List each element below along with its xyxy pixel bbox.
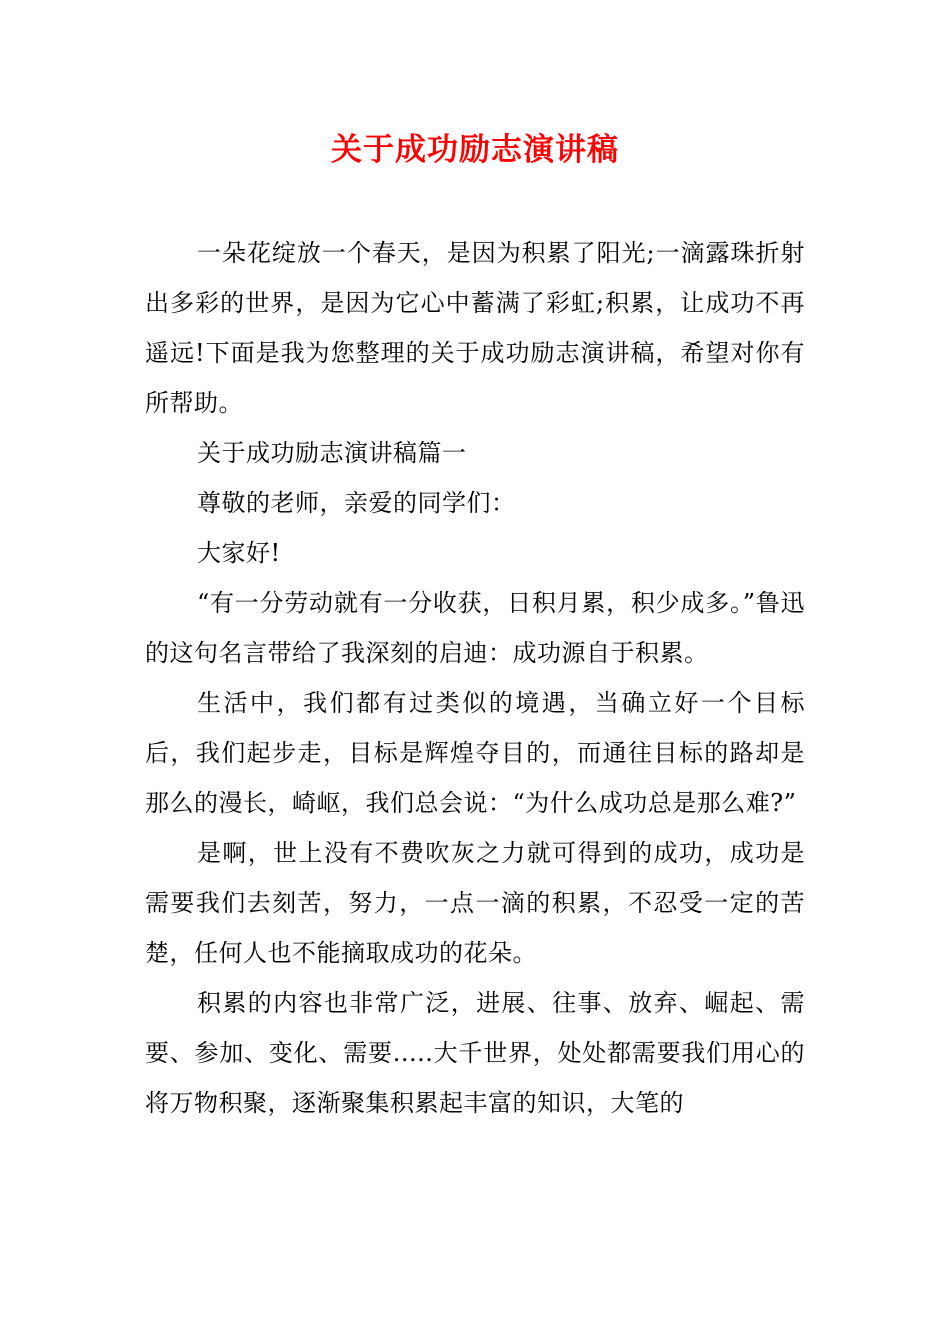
paragraph-life: 生活中，我们都有过类似的境遇，当确立好一个目标后，我们起步走，目标是辉煌夺目的，而通往目标的路却是那么的漫长，崎岖，我们总会说：“为什么成功总是那么难?” bbox=[145, 689, 805, 817]
paragraph-salutation: 尊敬的老师，亲爱的同学们： bbox=[197, 489, 516, 517]
document-title: 关于成功励志演讲稿 bbox=[331, 132, 619, 168]
paragraph-intro: 一朵花绽放一个春天，是因为积累了阳光;一滴露珠折射出多彩的世界，是因为它心中蓄满了彩虹;积累，让成功不再遥远!下面是我为您整理的关于成功励志演讲稿，希望对你有所帮助。 bbox=[145, 239, 805, 417]
document-body bbox=[145, 228, 805, 1128]
paragraph-effort: 是啊，世上没有不费吹灰之力就可得到的成功，成功是需要我们去刻苦，努力，一点一滴的积累，不忍受一定的苦楚，任何人也不能摘取成功的花朵。 bbox=[145, 839, 805, 967]
paragraph-accumulation: 积累的内容也非常广泛，进展、往事、放弃、崛起、需要、参加、变化、需要.....大千世界，处处都需要我们用心的将万物积聚，逐渐聚集积累起丰富的知识，大笔的 bbox=[145, 989, 805, 1117]
paragraph-greeting: 大家好! bbox=[197, 539, 281, 567]
paragraph-section-heading: 关于成功励志演讲稿篇一 bbox=[197, 439, 467, 467]
paragraph-quote: “有一分劳动就有一分收获，日积月累，积少成多。”鲁迅的这句名言带给了我深刻的启迪：成功源自于积累。 bbox=[145, 589, 805, 667]
